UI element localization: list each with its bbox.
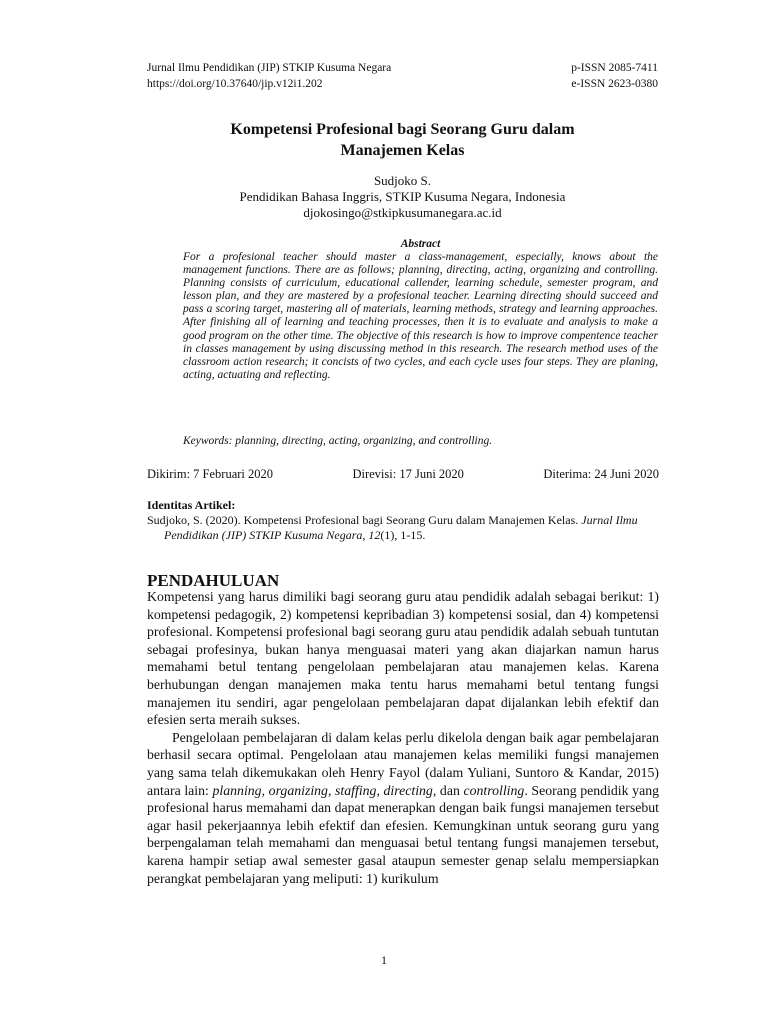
title-line-2: Manajemen Kelas <box>340 142 465 159</box>
date-accepted: Diterima: 24 Juni 2020 <box>543 467 659 481</box>
abstract-heading: Abstract <box>400 238 441 250</box>
doi-link[interactable]: https://doi.org/10.37640/jip.v12i1.202 <box>147 78 323 90</box>
citation-separator: , <box>362 527 369 542</box>
author-affiliation: Pendidikan Bahasa Inggris, STKIP Kusuma Negara, Indonesia <box>239 189 566 204</box>
date-received: Dikirim: 7 Februari 2020 <box>147 467 274 481</box>
running-header-line-1 <box>147 60 658 76</box>
author-name: Sudjoko S. <box>373 173 432 188</box>
p2-term-organizing: organizing, staffing, directing <box>268 782 433 798</box>
article-identity-heading: Identitas Artikel: <box>147 498 236 512</box>
print-issn: p-ISSN 2085-7411 <box>571 62 658 74</box>
paper-title <box>147 119 658 161</box>
submission-dates <box>147 466 659 482</box>
author-email[interactable]: djokosingo@stkipkusumanegara.ac.id <box>303 205 502 220</box>
p2-text-a: Pengelolaan pembelajaran di dalam kelas perlu dikelola dengan baik agar pembelajaran berhasil secara optimal. Pengelolaan atau manajemen kelas memiliki fungsi manajemen yang sama telah dikemukakan oleh Henry Fayol (dalam Yuliani, Suntoro & Kandar, 2015) antara lain: <box>147 729 659 798</box>
section-body <box>147 588 659 887</box>
page-number: 1 <box>381 953 387 967</box>
body-paragraph-1: Kompetensi yang harus dimiliki bagi seorang guru atau pendidik adalah sebagai berikut: 1) kompetensi pedagogik, 2) kompetensi kepribadian 3) kompetensi sosial, dan 4) kompetensi profesional. Kompetensi profesional bagi seorang guru atau pendidik adalah sebuah tuntutan sebagai profesinya, bukan hanya menguasai materi yang akan diajarkan namun harus memahami betul tentang pengelolaan pembelajaran atau manajemen kelas. Karena berhubungan dengan manajemen maka tentu harus memahami betul tentang fungsi manajemen itu sendiri, agar pengelolaan pembelajaran dapat dijalankan lebih efektif dan efesien serta meraih sukses. <box>147 589 659 728</box>
p2-text-b: . Seorang pendidik yang profesional harus memahami dan dapat menerapkan dengan baik fungsi manajemen tersebut agar hasil pekerjaannya lebih efektif dan efesien. Kemungkinan untuk seorang guru yang berpengalaman telah memahami dan menguasai betul tentang fungsi manajemen tersebut, karena hampir setiap awal semester gasal ataupun semester genap selalu mempersiapkan perangkat pembelajaran yang meliputi: 1) kurikulum <box>147 782 659 886</box>
citation-volume: 12 <box>368 527 381 542</box>
section-heading: PENDAHULUAN <box>147 571 280 590</box>
keywords: Keywords: planning, directing, acting, organizing, and controlling. <box>183 435 493 447</box>
title-line-1: Kompetensi Profesional bagi Seorang Guru dalam <box>230 121 575 138</box>
date-revised: Direvisi: 17 Juni 2020 <box>352 467 464 481</box>
journal-name: Jurnal Ilmu Pendidikan (JIP) STKIP Kusuma Negara <box>147 62 392 74</box>
author-block <box>147 173 658 221</box>
body-paragraph-2 <box>147 729 659 887</box>
citation-journal: Jurnal Ilmu Pendidikan (JIP) STKIP Kusuma Negara <box>164 513 638 542</box>
citation-suffix: (1), 1-15. <box>380 527 426 542</box>
p2-term-controlling: controlling <box>463 782 525 798</box>
running-header-line-2 <box>147 76 658 92</box>
electronic-issn: e-ISSN 2623-0380 <box>571 78 658 90</box>
abstract-text: For a profesional teacher should master a class-management, especially, knows about the management functions. There are as follows; planning, directing, acting, organizing and controlling. Planning consists of curriculum, educational callender, learning schedule, semester program, and lesson plan, and they are mastered by a profesional teacher. Learning directing should succeed and pass a scoring target, mastering all of materials, learning methods, strategy and learning approaches. After finishing all of learning and teaching processes, then it is to evaluate and analysis to make a good program on the other time. The objective of this research is how to improve compentence teacher in classes management by using discussing method in this research. The research method uses of the classroom action research; it concists of two cycles, and each cycle uses four steps. They are planing, acting, actuating and reflecting. <box>183 251 658 381</box>
p2-term-planning: planning <box>212 782 262 798</box>
p2-conjunction: , dan <box>432 782 464 798</box>
article-citation <box>147 513 659 542</box>
citation-prefix: Sudjoko, S. (2020). Kompetensi Profesional bagi Seorang Guru dalam Manajemen Kelas. <box>147 513 582 527</box>
p2-comma: , <box>261 782 269 798</box>
